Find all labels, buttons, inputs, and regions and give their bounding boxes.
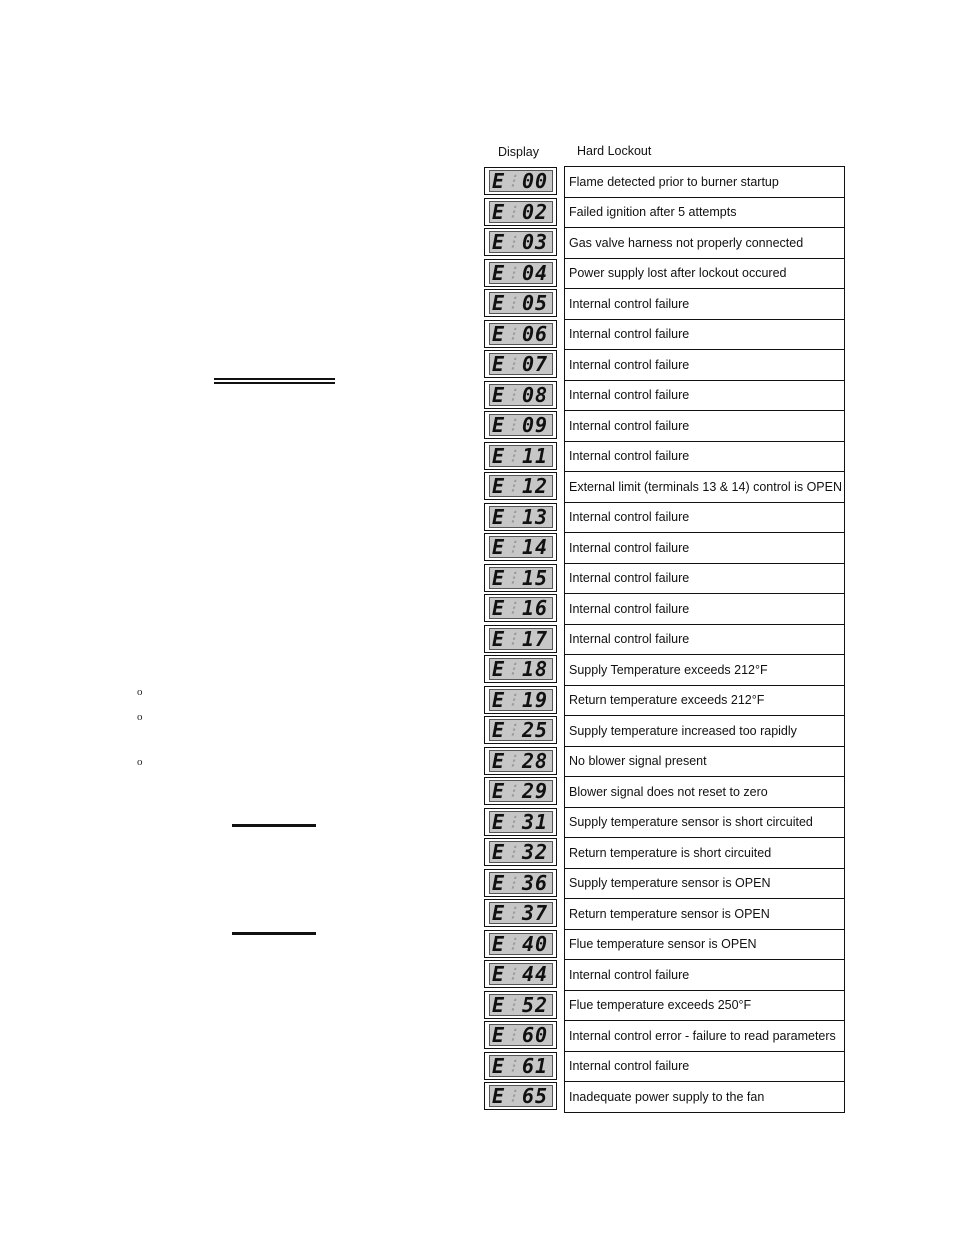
- error-description: Supply Temperature exceeds 212°F: [564, 654, 845, 686]
- lcd-screen: [489, 506, 553, 528]
- error-code-display: [484, 564, 557, 592]
- lcd-separator-icon: ⋮: [506, 508, 520, 525]
- error-code-display: [484, 838, 557, 866]
- error-description: Inadequate power supply to the fan: [564, 1081, 845, 1113]
- lcd-screen: [489, 689, 553, 711]
- error-code-letter: E: [491, 1084, 505, 1108]
- table-row: [484, 227, 846, 258]
- error-description: External limit (terminals 13 & 14) control is OPEN: [564, 471, 845, 503]
- error-code-number: 32: [521, 840, 549, 864]
- error-code-number: 04: [521, 260, 549, 285]
- lcd-separator-icon: ⋮: [506, 905, 520, 921]
- error-code-number: 05: [521, 291, 549, 315]
- error-code-display: [484, 869, 557, 897]
- error-code-letter: E: [491, 382, 505, 407]
- lcd-screen: [489, 841, 553, 863]
- table-row: [484, 868, 846, 899]
- lcd-separator-icon: ⋮: [506, 722, 520, 738]
- error-code-letter: E: [491, 962, 505, 986]
- table-row: [484, 502, 846, 533]
- table-row: [484, 929, 846, 960]
- table-row: [484, 593, 846, 624]
- lcd-screen: [489, 750, 553, 772]
- lcd-separator-icon: ⋮: [506, 173, 520, 189]
- error-code-display: [484, 655, 557, 683]
- error-code-letter: E: [491, 230, 505, 254]
- lcd-screen: [489, 1024, 553, 1046]
- error-code-number: 60: [521, 1023, 549, 1047]
- error-code-display: [484, 381, 557, 409]
- error-code-display: [484, 777, 557, 805]
- error-code-display: [484, 1021, 557, 1049]
- error-code-number: 02: [521, 199, 549, 224]
- error-description: Return temperature is short circuited: [564, 837, 845, 869]
- lcd-screen: [489, 170, 553, 192]
- error-code-display: [484, 594, 557, 622]
- error-code-display: [484, 747, 557, 775]
- error-code-display: [484, 716, 557, 744]
- error-code-number: 25: [521, 718, 549, 742]
- lcd-separator-icon: ⋮: [506, 203, 520, 220]
- error-code-letter: E: [491, 504, 505, 529]
- error-code-number: 17: [521, 626, 549, 651]
- error-description: Internal control failure: [564, 319, 845, 351]
- error-description: Supply temperature increased too rapidly: [564, 715, 845, 747]
- lcd-screen: [489, 475, 553, 497]
- lcd-separator-icon: ⋮: [506, 1057, 520, 1074]
- error-code-letter: E: [491, 413, 505, 437]
- error-description: Flue temperature sensor is OPEN: [564, 929, 845, 961]
- lcd-screen: [489, 994, 553, 1016]
- bullet-marker: o: [137, 711, 143, 723]
- error-code-display: [484, 960, 557, 988]
- error-description: Internal control failure: [564, 593, 845, 625]
- error-code-letter: E: [491, 596, 505, 620]
- lcd-separator-icon: ⋮: [506, 783, 520, 799]
- error-code-display: [484, 167, 557, 195]
- bullet-marker: o: [137, 756, 143, 768]
- error-code-letter: E: [491, 626, 505, 651]
- lcd-screen: [489, 933, 553, 955]
- lcd-separator-icon: ⋮: [506, 752, 520, 769]
- error-description: Return temperature sensor is OPEN: [564, 898, 845, 930]
- error-description: Blower signal does not reset to zero: [564, 776, 845, 808]
- error-code-display: [484, 808, 557, 836]
- error-code-letter: E: [491, 809, 505, 834]
- error-code-number: 18: [521, 657, 549, 681]
- error-code-display: [484, 442, 557, 470]
- error-code-letter: E: [491, 169, 505, 193]
- lcd-screen: [489, 872, 553, 894]
- error-code-letter: E: [491, 443, 505, 468]
- error-code-number: 03: [521, 230, 549, 254]
- error-description: Supply temperature sensor is OPEN: [564, 868, 845, 900]
- error-code-letter: E: [491, 1053, 505, 1078]
- lcd-screen: [489, 567, 553, 589]
- error-code-display: [484, 350, 557, 378]
- error-code-display: [484, 411, 557, 439]
- error-description: Flame detected prior to burner startup: [564, 166, 845, 198]
- error-code-display: [484, 472, 557, 500]
- error-code-letter: E: [491, 901, 505, 925]
- lcd-separator-icon: ⋮: [506, 600, 520, 616]
- lcd-separator-icon: ⋮: [506, 630, 520, 647]
- error-description: Internal control error - failure to read parameters: [564, 1020, 845, 1052]
- lcd-screen: [489, 628, 553, 650]
- lcd-separator-icon: ⋮: [506, 478, 520, 494]
- table-row: [484, 959, 846, 990]
- table-row: [484, 990, 846, 1021]
- hard-lockout-column-header: Hard Lockout: [577, 144, 652, 158]
- error-code-number: 31: [521, 809, 549, 834]
- table-row: [484, 258, 846, 289]
- error-code-display: [484, 320, 557, 348]
- table-row: [484, 380, 846, 411]
- lcd-separator-icon: ⋮: [506, 417, 520, 433]
- error-code-letter: E: [491, 352, 505, 376]
- error-code-number: 07: [521, 352, 549, 376]
- error-code-number: 00: [521, 169, 549, 193]
- error-description: Supply temperature sensor is short circuited: [564, 807, 845, 839]
- error-code-display: [484, 198, 557, 226]
- lcd-screen: [489, 1055, 553, 1077]
- error-description: Internal control failure: [564, 1051, 845, 1083]
- error-description: Flue temperature exceeds 250°F: [564, 990, 845, 1022]
- error-code-number: 29: [521, 779, 549, 803]
- display-column-header: Display: [498, 145, 539, 159]
- error-code-number: 65: [521, 1084, 549, 1108]
- error-code-letter: E: [491, 565, 505, 590]
- error-code-number: 16: [521, 596, 549, 620]
- error-code-display: [484, 289, 557, 317]
- error-description: Internal control failure: [564, 532, 845, 564]
- error-code-display: [484, 503, 557, 531]
- error-description: Internal control failure: [564, 563, 845, 595]
- error-code-letter: E: [491, 718, 505, 742]
- error-code-display: [484, 533, 557, 561]
- table-row: [484, 898, 846, 929]
- table-row: [484, 1051, 846, 1082]
- lcd-screen: [489, 780, 553, 802]
- error-code-letter: E: [491, 260, 505, 285]
- table-row: [484, 166, 846, 197]
- lcd-separator-icon: ⋮: [506, 1088, 520, 1104]
- lcd-screen: [489, 963, 553, 985]
- error-code-number: 61: [521, 1053, 549, 1078]
- error-code-number: 52: [521, 992, 549, 1017]
- error-code-number: 37: [521, 901, 549, 925]
- lcd-separator-icon: ⋮: [506, 1027, 520, 1043]
- lcd-screen: [489, 445, 553, 467]
- lcd-separator-icon: ⋮: [506, 447, 520, 464]
- error-code-letter: E: [491, 931, 505, 956]
- table-row: [484, 1020, 846, 1051]
- error-code-letter: E: [491, 321, 505, 346]
- heading-underline: [232, 824, 316, 827]
- heading-underline: [214, 382, 335, 384]
- error-description: Internal control failure: [564, 349, 845, 381]
- error-code-letter: E: [491, 535, 505, 559]
- error-code-table: [484, 166, 846, 1112]
- table-row: [484, 776, 846, 807]
- lcd-separator-icon: ⋮: [506, 386, 520, 403]
- lcd-separator-icon: ⋮: [506, 661, 520, 677]
- table-row: [484, 837, 846, 868]
- lcd-separator-icon: ⋮: [506, 996, 520, 1013]
- lcd-separator-icon: ⋮: [506, 356, 520, 372]
- error-description: Internal control failure: [564, 410, 845, 442]
- lcd-screen: [489, 292, 553, 314]
- error-description: Internal control failure: [564, 380, 845, 412]
- table-row: [484, 624, 846, 655]
- table-row: [484, 685, 846, 716]
- lcd-separator-icon: ⋮: [506, 874, 520, 891]
- error-code-letter: E: [491, 657, 505, 681]
- error-code-display: [484, 930, 557, 958]
- bullet-marker: o: [137, 686, 143, 698]
- lcd-separator-icon: ⋮: [506, 234, 520, 250]
- table-row: [484, 807, 846, 838]
- error-code-display: [484, 991, 557, 1019]
- lcd-separator-icon: ⋮: [506, 539, 520, 555]
- table-row: [484, 441, 846, 472]
- lcd-screen: [489, 536, 553, 558]
- error-description: Internal control failure: [564, 624, 845, 656]
- error-code-display: [484, 625, 557, 653]
- error-code-number: 14: [521, 535, 549, 559]
- table-row: [484, 715, 846, 746]
- error-code-number: 15: [521, 565, 549, 590]
- error-code-number: 08: [521, 382, 549, 407]
- error-code-number: 09: [521, 413, 549, 437]
- error-code-number: 44: [521, 962, 549, 986]
- error-code-display: [484, 686, 557, 714]
- table-row: [484, 410, 846, 441]
- error-description: Power supply lost after lockout occured: [564, 258, 845, 290]
- lcd-separator-icon: ⋮: [506, 966, 520, 982]
- error-code-letter: E: [491, 992, 505, 1017]
- lcd-screen: [489, 597, 553, 619]
- lcd-screen: [489, 811, 553, 833]
- lcd-separator-icon: ⋮: [506, 813, 520, 830]
- lcd-screen: [489, 719, 553, 741]
- error-code-number: 36: [521, 870, 549, 895]
- heading-underline: [214, 378, 335, 380]
- error-description: Internal control failure: [564, 502, 845, 534]
- error-code-number: 28: [521, 748, 549, 773]
- error-code-letter: E: [491, 291, 505, 315]
- error-code-display: [484, 259, 557, 287]
- lcd-screen: [489, 902, 553, 924]
- error-code-number: 11: [521, 443, 549, 468]
- lcd-separator-icon: ⋮: [506, 295, 520, 311]
- lcd-separator-icon: ⋮: [506, 935, 520, 952]
- error-code-letter: E: [491, 687, 505, 712]
- error-code-number: 06: [521, 321, 549, 346]
- error-code-letter: E: [491, 199, 505, 224]
- lcd-screen: [489, 353, 553, 375]
- table-row: [484, 319, 846, 350]
- error-code-display: [484, 228, 557, 256]
- error-code-letter: E: [491, 870, 505, 895]
- error-description: No blower signal present: [564, 746, 845, 778]
- lcd-screen: [489, 201, 553, 223]
- lcd-screen: [489, 1085, 553, 1107]
- error-code-number: 40: [521, 931, 549, 956]
- lcd-separator-icon: ⋮: [506, 264, 520, 281]
- heading-underline: [232, 932, 316, 935]
- table-row: [484, 349, 846, 380]
- lcd-separator-icon: ⋮: [506, 325, 520, 342]
- error-code-letter: E: [491, 1023, 505, 1047]
- error-code-display: [484, 899, 557, 927]
- lcd-screen: [489, 658, 553, 680]
- error-description: Return temperature exceeds 212°F: [564, 685, 845, 717]
- lcd-screen: [489, 384, 553, 406]
- table-row: [484, 197, 846, 228]
- error-code-letter: E: [491, 474, 505, 498]
- table-row: [484, 654, 846, 685]
- table-row: [484, 532, 846, 563]
- error-description: Failed ignition after 5 attempts: [564, 197, 845, 229]
- lcd-screen: [489, 323, 553, 345]
- lcd-separator-icon: ⋮: [506, 569, 520, 586]
- lcd-separator-icon: ⋮: [506, 844, 520, 860]
- error-description: Internal control failure: [564, 959, 845, 991]
- error-code-letter: E: [491, 840, 505, 864]
- lcd-separator-icon: ⋮: [506, 691, 520, 708]
- error-code-number: 13: [521, 504, 549, 529]
- error-description: Internal control failure: [564, 441, 845, 473]
- table-row: [484, 288, 846, 319]
- lcd-screen: [489, 414, 553, 436]
- error-code-display: [484, 1052, 557, 1080]
- error-description: Gas valve harness not properly connected: [564, 227, 845, 259]
- table-row: [484, 1081, 846, 1112]
- table-row: [484, 746, 846, 777]
- lcd-screen: [489, 231, 553, 253]
- error-code-number: 12: [521, 474, 549, 498]
- error-code-letter: E: [491, 779, 505, 803]
- table-row: [484, 563, 846, 594]
- error-code-letter: E: [491, 748, 505, 773]
- lcd-screen: [489, 262, 553, 284]
- error-code-number: 19: [521, 687, 549, 712]
- error-description: Internal control failure: [564, 288, 845, 320]
- error-code-display: [484, 1082, 557, 1110]
- table-row: [484, 471, 846, 502]
